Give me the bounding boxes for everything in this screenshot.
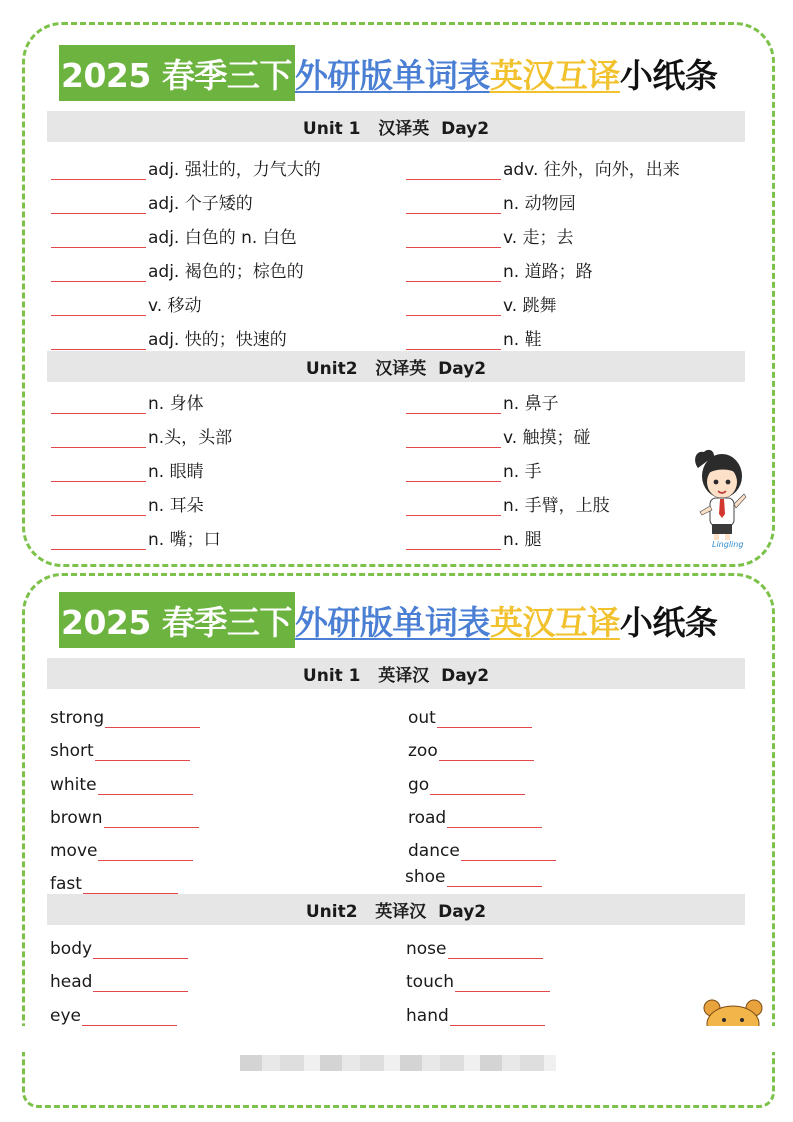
title-suffix: 小纸条 xyxy=(619,602,718,642)
list-item: fast xyxy=(50,874,178,894)
list-item: n. 耳朵 xyxy=(51,496,204,516)
unit1-header-top: Unit 1 汉译英 Day2 xyxy=(47,111,745,142)
list-item: touch xyxy=(406,972,550,992)
answer-blank[interactable] xyxy=(51,264,146,282)
title-suffix: 小纸条 xyxy=(619,55,718,95)
list-item: short xyxy=(50,741,190,761)
list-item: v. 触摸；碰 xyxy=(406,428,591,448)
answer-blank[interactable] xyxy=(406,196,501,214)
list-item: hand xyxy=(406,1006,545,1026)
answer-blank[interactable] xyxy=(461,843,556,861)
title-year-season: 2025 春季三下 xyxy=(59,592,295,648)
page-gap xyxy=(20,1026,780,1052)
answer-blank[interactable] xyxy=(95,743,190,761)
list-item: adj. 褐色的；棕色的 xyxy=(51,262,304,282)
list-item: n.头，头部 xyxy=(51,428,232,448)
list-item: n. 眼睛 xyxy=(51,462,204,482)
answer-blank[interactable] xyxy=(447,810,542,828)
list-item: v. 跳舞 xyxy=(406,296,557,316)
unit2-header-top: Unit2 汉译英 Day2 xyxy=(47,351,745,382)
answer-blank[interactable] xyxy=(105,710,200,728)
answer-blank[interactable] xyxy=(406,230,501,248)
list-item: road xyxy=(408,808,542,828)
answer-blank[interactable] xyxy=(450,1008,545,1026)
list-item: adj. 强壮的，力气大的 xyxy=(51,160,321,180)
answer-blank[interactable] xyxy=(448,941,543,959)
answer-blank[interactable] xyxy=(51,430,146,448)
list-item: go xyxy=(408,775,525,795)
list-item: adj. 白色的 n. 白色 xyxy=(51,228,297,248)
answer-blank[interactable] xyxy=(82,1008,177,1026)
worksheet-card-top xyxy=(22,22,775,567)
list-item: out xyxy=(408,708,532,728)
list-item: shoe xyxy=(405,867,542,887)
list-item: n. 手臂，上肢 xyxy=(406,496,610,516)
list-item: n. 身体 xyxy=(51,394,204,414)
title-edition: 外研版单词表 xyxy=(294,602,490,642)
answer-blank[interactable] xyxy=(406,498,501,516)
worksheet-title-top xyxy=(59,45,717,101)
title-mode: 英汉互译 xyxy=(489,55,620,95)
answer-blank[interactable] xyxy=(406,532,501,550)
answer-blank[interactable] xyxy=(447,869,542,887)
answer-blank[interactable] xyxy=(93,974,188,992)
list-item: dance xyxy=(408,841,556,861)
list-item: zoo xyxy=(408,741,534,761)
list-item: v. 移动 xyxy=(51,296,202,316)
list-item: brown xyxy=(50,808,199,828)
answer-blank[interactable] xyxy=(104,810,199,828)
answer-blank[interactable] xyxy=(437,710,532,728)
list-item: strong xyxy=(50,708,200,728)
list-item: n. 动物园 xyxy=(406,194,576,214)
answer-blank[interactable] xyxy=(406,264,501,282)
answer-blank[interactable] xyxy=(51,298,146,316)
answer-blank[interactable] xyxy=(51,332,146,350)
list-item: n. 手 xyxy=(406,462,542,482)
answer-blank[interactable] xyxy=(93,941,188,959)
list-item: adv. 往外，向外，出来 xyxy=(406,160,680,180)
title-edition: 外研版单词表 xyxy=(294,55,490,95)
answer-blank[interactable] xyxy=(51,162,146,180)
answer-blank[interactable] xyxy=(51,464,146,482)
answer-blank[interactable] xyxy=(430,777,525,795)
list-item: n. 道路；路 xyxy=(406,262,593,282)
blurred-footer-text xyxy=(240,1055,556,1071)
answer-blank[interactable] xyxy=(98,777,193,795)
list-item: v. 走；去 xyxy=(406,228,574,248)
list-item: white xyxy=(50,775,193,795)
list-item: nose xyxy=(406,939,543,959)
answer-blank[interactable] xyxy=(406,396,501,414)
answer-blank[interactable] xyxy=(83,876,178,894)
bear-mascot-illustration xyxy=(700,998,766,1028)
mascot-name-label: Lingling xyxy=(712,540,744,549)
unit1-header-bottom: Unit 1 英译汉 Day2 xyxy=(47,658,745,689)
list-item: eye xyxy=(50,1006,177,1026)
answer-blank[interactable] xyxy=(98,843,193,861)
list-item: move xyxy=(50,841,193,861)
answer-blank[interactable] xyxy=(406,430,501,448)
answer-blank[interactable] xyxy=(51,532,146,550)
answer-blank[interactable] xyxy=(406,162,501,180)
list-item: n. 腿 xyxy=(406,530,542,550)
list-item: n. 鼻子 xyxy=(406,394,559,414)
answer-blank[interactable] xyxy=(406,332,501,350)
list-item: n. 嘴；口 xyxy=(51,530,221,550)
answer-blank[interactable] xyxy=(51,498,146,516)
girl-mascot-illustration xyxy=(690,446,754,550)
list-item: n. 鞋 xyxy=(406,330,542,350)
unit2-header-bottom: Unit2 英译汉 Day2 xyxy=(47,894,745,925)
worksheet-title-bottom xyxy=(59,592,717,648)
list-item: adj. 快的；快速的 xyxy=(51,330,287,350)
answer-blank[interactable] xyxy=(455,974,550,992)
answer-blank[interactable] xyxy=(406,298,501,316)
answer-blank[interactable] xyxy=(51,230,146,248)
list-item: head xyxy=(50,972,188,992)
answer-blank[interactable] xyxy=(439,743,534,761)
answer-blank[interactable] xyxy=(51,396,146,414)
title-year-season: 2025 春季三下 xyxy=(59,45,295,101)
list-item: adj. 个子矮的 xyxy=(51,194,253,214)
answer-blank[interactable] xyxy=(406,464,501,482)
answer-blank[interactable] xyxy=(51,196,146,214)
list-item: body xyxy=(50,939,188,959)
title-mode: 英汉互译 xyxy=(489,602,620,642)
